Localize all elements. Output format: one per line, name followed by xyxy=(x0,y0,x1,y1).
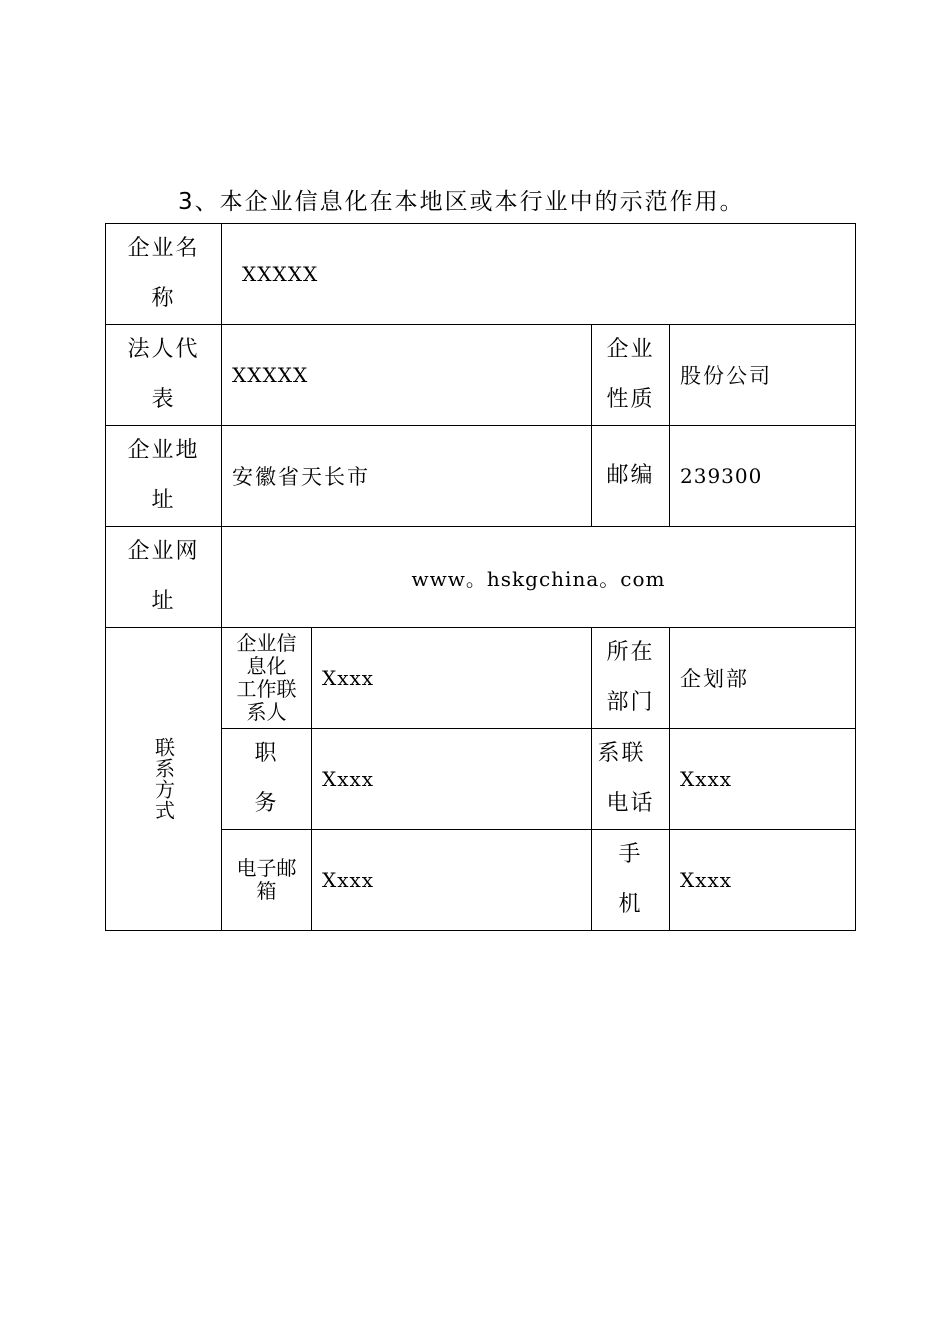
phone-label: 系联 电话 xyxy=(592,729,670,830)
contact-group-label: 联系方式 xyxy=(106,628,222,931)
email-label: 电子邮 箱 xyxy=(222,830,312,931)
company-name-label: 企业名 称 xyxy=(106,224,222,325)
company-name-value: XXXXX xyxy=(222,224,856,325)
row-it-contact xyxy=(106,628,856,729)
row-address xyxy=(106,426,856,527)
department-value: 企划部 xyxy=(670,628,856,729)
website-label: 企业网 址 xyxy=(106,527,222,628)
postcode-label: 邮编 xyxy=(592,426,670,527)
company-type-value: 股份公司 xyxy=(670,325,856,426)
it-contact-label: 企业信 息化 工作联 系人 xyxy=(222,628,312,729)
legal-rep-label: 法人代 表 xyxy=(106,325,222,426)
address-label: 企业地 址 xyxy=(106,426,222,527)
position-value: Xxxx xyxy=(312,729,592,830)
row-website xyxy=(106,527,856,628)
section-heading: 3、本企业信息化在本地区或本行业中的示范作用。 xyxy=(178,189,745,215)
it-contact-value: Xxxx xyxy=(312,628,592,729)
postcode-value: 239300 xyxy=(670,426,856,527)
legal-rep-value: XXXXX xyxy=(222,325,592,426)
email-value: Xxxx xyxy=(312,830,592,931)
row-legal-rep xyxy=(106,325,856,426)
company-type-label: 企业 性质 xyxy=(592,325,670,426)
department-label: 所在 部门 xyxy=(592,628,670,729)
mobile-value: Xxxx xyxy=(670,830,856,931)
position-label: 职 务 xyxy=(222,729,312,830)
website-value: www。hskgchina。com xyxy=(222,527,856,628)
address-value: 安徽省天长市 xyxy=(222,426,592,527)
mobile-label: 手 机 xyxy=(592,830,670,931)
company-info-table xyxy=(105,223,856,931)
row-company-name xyxy=(106,224,856,325)
phone-value: Xxxx xyxy=(670,729,856,830)
